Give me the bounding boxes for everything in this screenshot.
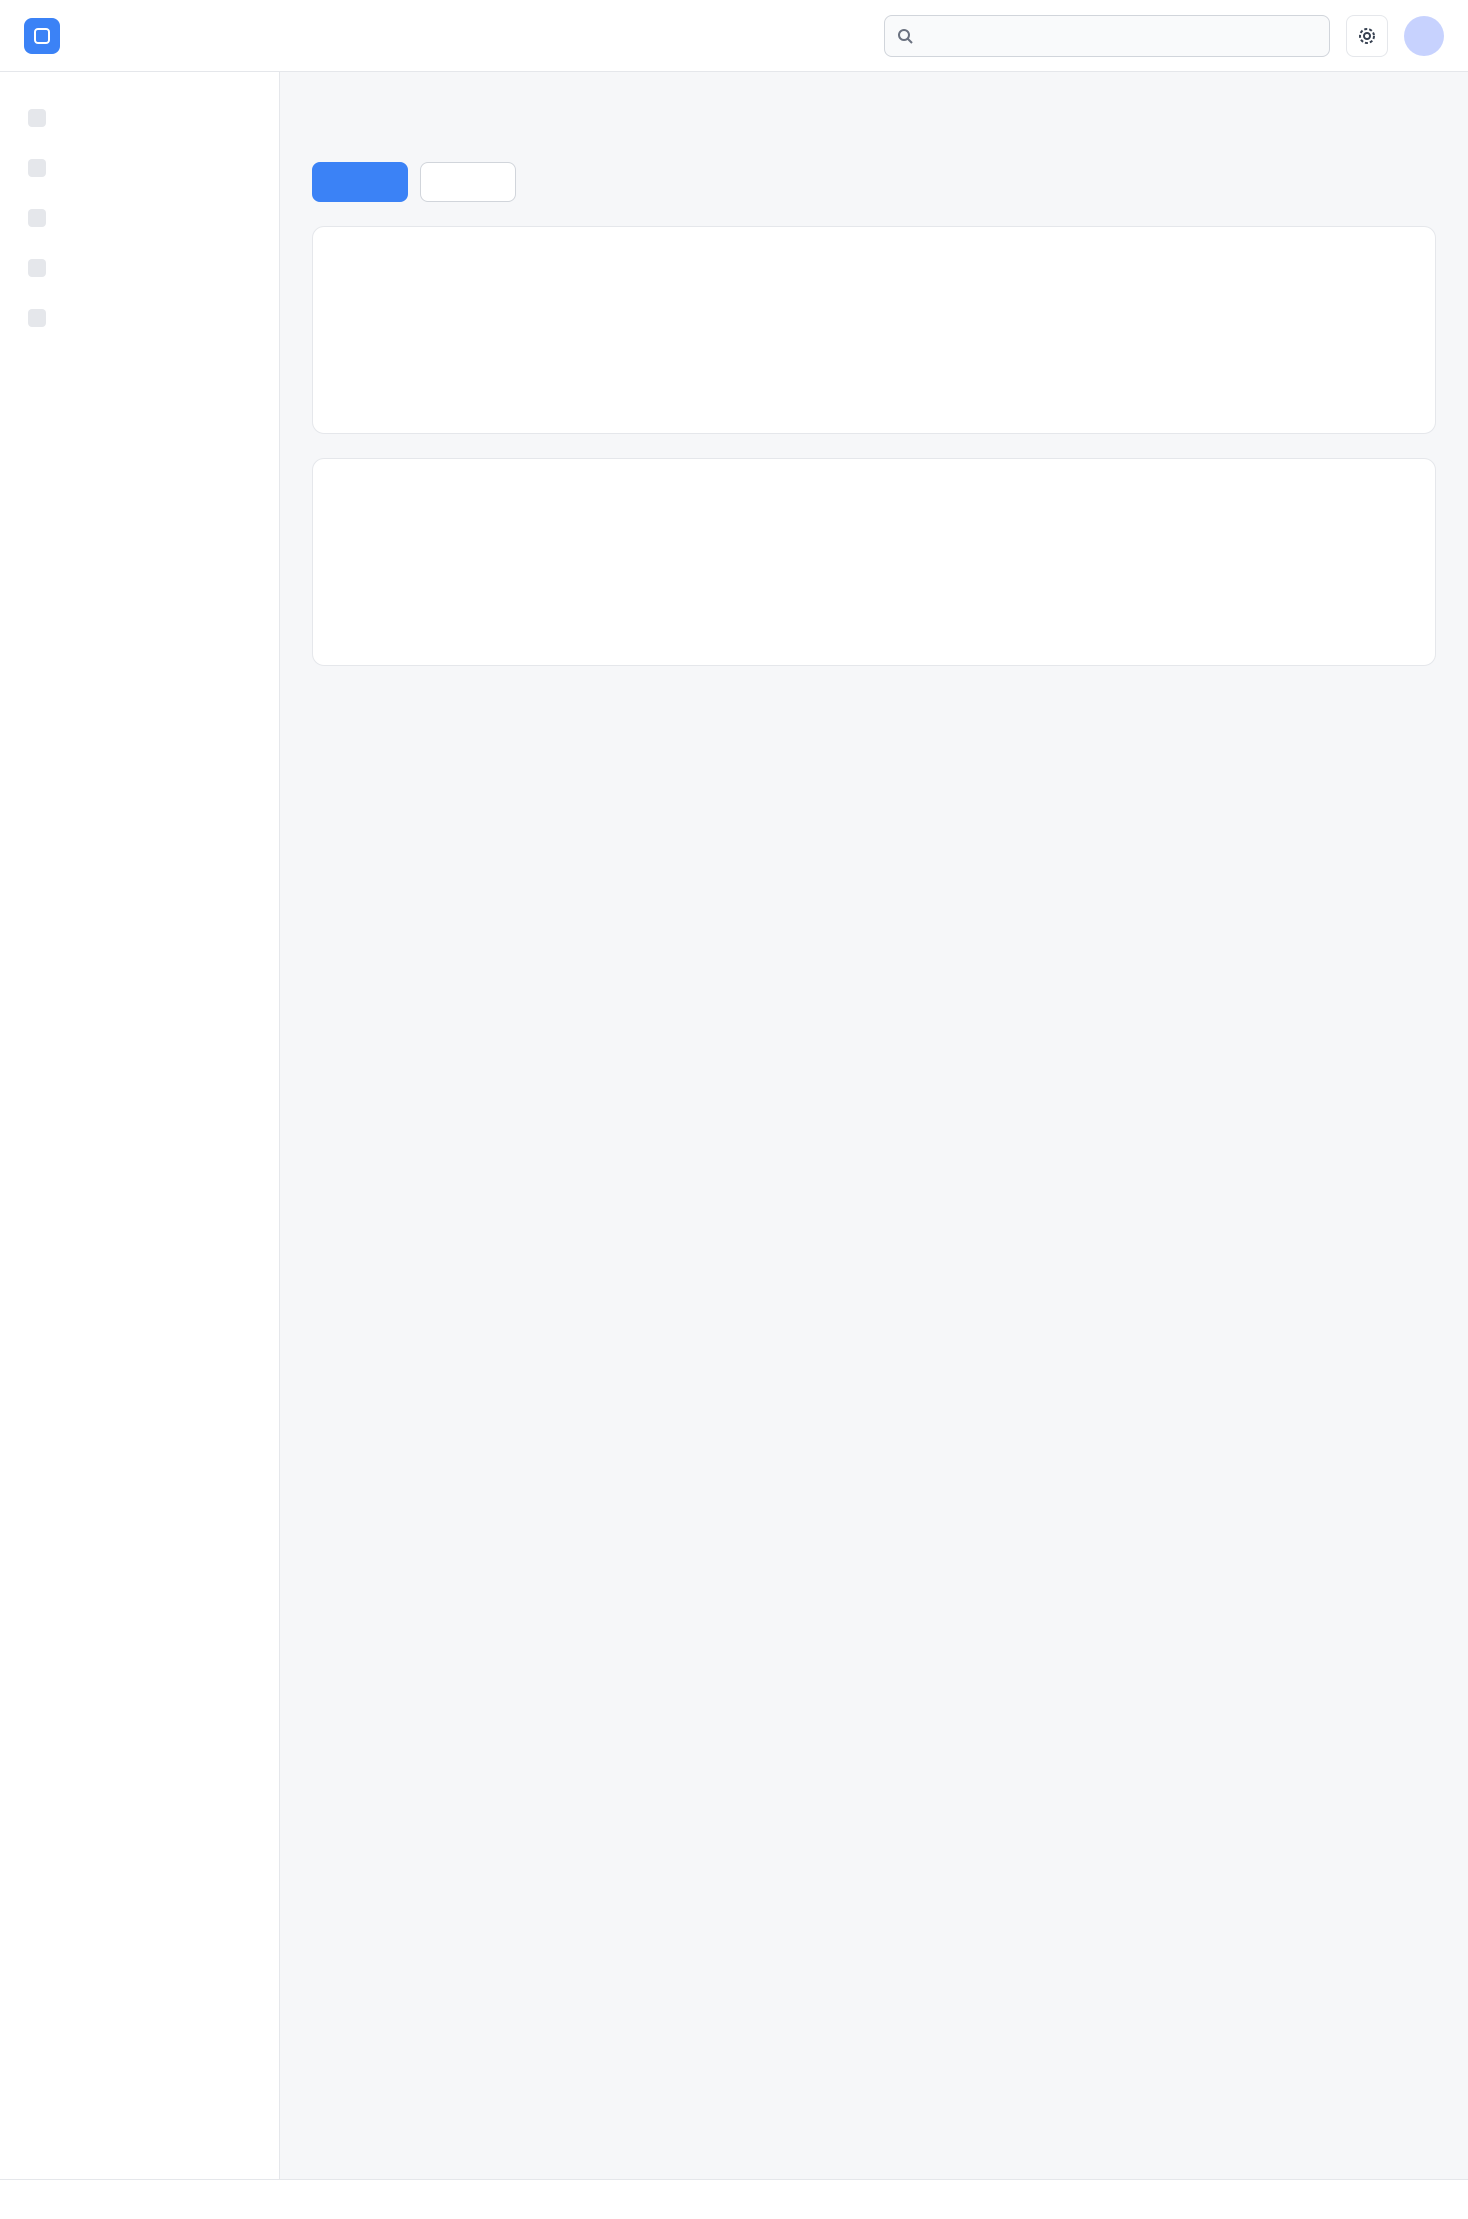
search-input[interactable] — [921, 27, 1317, 45]
secondary-button[interactable] — [420, 162, 516, 202]
sidebar-item-5[interactable] — [16, 296, 263, 340]
page-title — [312, 104, 1436, 138]
card-title — [337, 483, 1411, 505]
main-content — [280, 72, 1468, 2179]
app-logo — [24, 18, 60, 54]
sidebar-item-2[interactable] — [16, 146, 263, 190]
content-card — [312, 226, 1436, 434]
settings-button[interactable] — [1346, 15, 1388, 57]
card-body — [337, 521, 1411, 641]
sidebar — [0, 72, 280, 2179]
sidebar-item-4[interactable] — [16, 246, 263, 290]
primary-button[interactable] — [312, 162, 408, 202]
card-body — [337, 289, 1411, 409]
sidebar-item-icon — [28, 309, 46, 327]
gear-icon — [1358, 27, 1376, 45]
sidebar-item-icon — [28, 209, 46, 227]
user-avatar[interactable] — [1404, 16, 1444, 56]
status-bar — [0, 2179, 1468, 2219]
content-card — [312, 458, 1436, 666]
search-icon — [897, 28, 913, 44]
sidebar-item-1[interactable] — [16, 96, 263, 140]
app-header — [0, 0, 1468, 72]
toolbar — [312, 162, 1436, 202]
search-bar[interactable] — [884, 15, 1330, 57]
app-logo-icon — [33, 27, 51, 45]
sidebar-item-3[interactable] — [16, 196, 263, 240]
sidebar-item-icon — [28, 109, 46, 127]
sidebar-item-icon — [28, 159, 46, 177]
card-title — [337, 251, 1411, 273]
sidebar-item-icon — [28, 259, 46, 277]
